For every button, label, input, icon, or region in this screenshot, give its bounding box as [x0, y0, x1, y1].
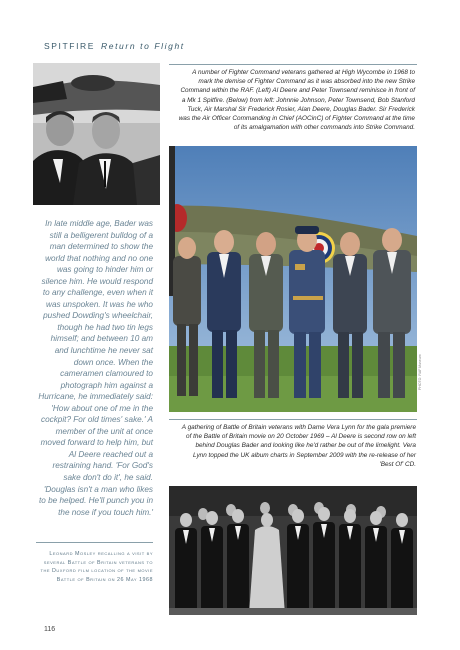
- running-head-subtitle: Return to Flight: [101, 41, 185, 51]
- photo-deere-townsend: [33, 63, 160, 205]
- running-head-title: SPITFIRE: [44, 41, 96, 51]
- page-number: 116: [44, 626, 56, 633]
- caption-rule-top: [169, 64, 417, 65]
- photo-vera-lynn-gathering: [169, 486, 417, 615]
- photo-credit: PHOTO: RAF Museum: [418, 354, 422, 390]
- photo-fighter-command-veterans: [169, 146, 417, 412]
- pull-quote: In late middle age, Bader was still a belligerent bulldog of a man determined to show the world that nothing and no one was going to hinder him or silence him. He would respond to any challenge, even when it was unspoken. It was he who pushed Dowding's wheelchair, though he had two tin legs himself; and between 10 am and lunchtime he never sat down once. When the cameramen clamoured to photograph him against a Hurricane, he immediately said: 'How about one of me in the cockpit? For old times' sake.' A member of the unit at once moved forward to help him, but Al Deere reached out a restraining hand. 'For God's sake don't do it', he said. 'Douglas isn't a man who likes to be helped. He'll punch you in the nose if you touch him.': [38, 219, 153, 517]
- caption-rule-middle: [169, 419, 417, 420]
- caption-middle: A gathering of Battle of Britain veterans with Dame Vera Lynn for the gala premiere of the Battle of Britain movie on 20 October 1969 – Al Deere is second row on left behind Douglas Bader and looking like he'd rather be out of the limelight. Vera Lynn topped the UK album charts in September 2009 with the re-release of her 'Best Of' CD.: [181, 424, 416, 468]
- quote-attribution: Leonard Mosley recalling a visit by several Battle of Britain veterans to the Duxford film location of the movie Battle of Britain on 26 May 1968: [40, 551, 153, 583]
- running-head: [44, 41, 185, 51]
- attribution-rule: [36, 542, 153, 543]
- caption-top: A number of Fighter Command veterans gathered at High Wycombe in 1968 to mark the demise of Fighter Command as it was absorbed into the new Strike Command within the RAF. (Left) Al Deere and Peter Townsend reminisce in front of a Mk 1 Spitfire. (Below) from left: Johnnie Johnson, Peter Townsend, Bob Stanford Tuck, Air Marshal Sir Frederick Rosier, Alan Deere, Douglas Bader. Sir Frederick was the Air Officer Commanding in Chief (AOCinC) of Fighter Command at the time of its amalgamation with other commands into Strike Command.: [178, 69, 415, 132]
